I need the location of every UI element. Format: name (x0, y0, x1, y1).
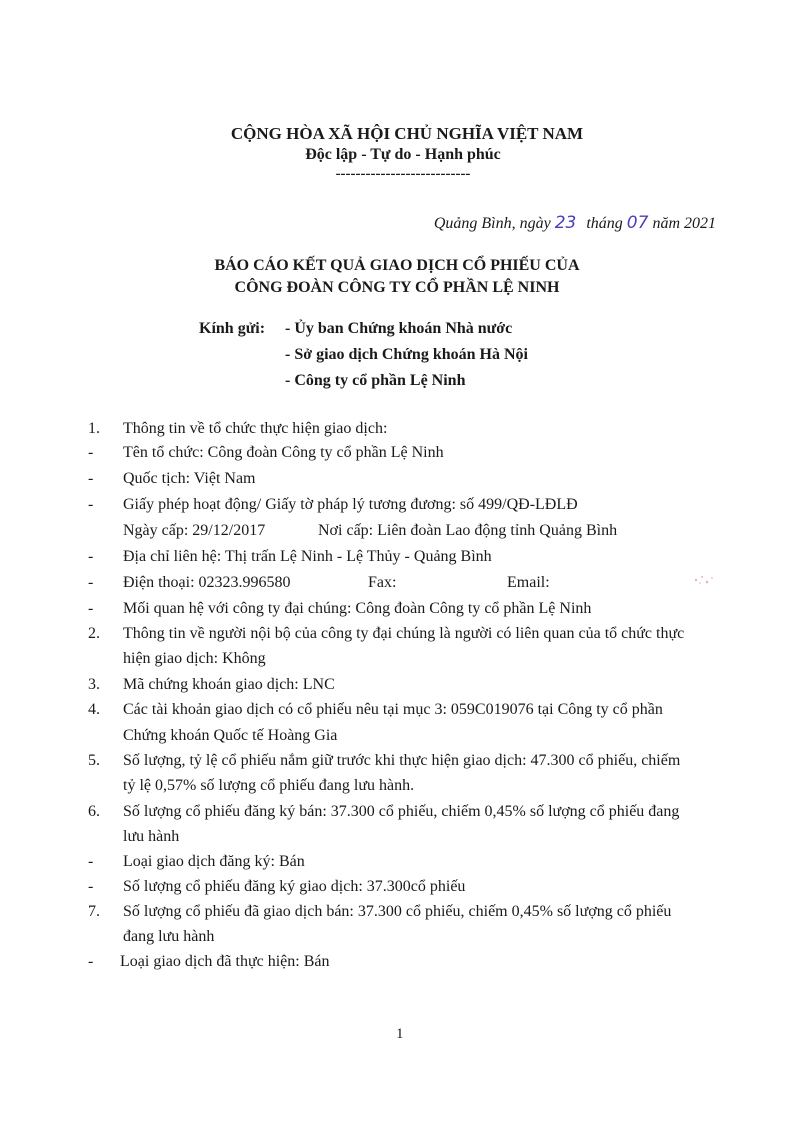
org-fax: Fax: (368, 574, 397, 591)
date-year: năm 2021 (652, 215, 716, 232)
recipient-item: - Công ty cổ phần Lệ Ninh (285, 372, 466, 389)
section-2-line1: Thông tin về người nội bộ của công ty đại chúng là người có liên quan của tổ chức thực (123, 625, 685, 642)
section-4-line2: Chứng khoán Quốc tế Hoàng Gia (123, 727, 338, 744)
bullet-dash: - (88, 953, 94, 970)
bullet-dash: - (88, 444, 94, 461)
recipient-item: - Ủy ban Chứng khoán Nhà nước (285, 320, 513, 337)
bullet-dash: - (88, 496, 94, 513)
registered-trade-type: Loại giao dịch đăng ký: Bán (123, 853, 305, 870)
section-5-line2: tỷ lệ 0,57% số lượng cổ phiếu đang lưu hành. (123, 777, 415, 794)
license-issue-place: Nơi cấp: Liên đoàn Lao động tỉnh Quảng Bình (318, 522, 618, 539)
date-place-prefix: Quảng Bình, ngày (433, 215, 551, 232)
org-license: Giấy phép hoạt động/ Giấy tờ pháp lý tương đương: số 499/QĐ-LĐLĐ (123, 496, 578, 513)
date-line (434, 213, 716, 233)
section-1-title: Thông tin về tổ chức thực hiện giao dịch: (123, 420, 388, 437)
org-address: Địa chỉ liên hệ: Thị trấn Lệ Ninh - Lệ Thủy - Quảng Bình (123, 548, 492, 565)
report-title-line1: BÁO CÁO KẾT QUẢ GIAO DỊCH CỔ PHIẾU CỦA (214, 257, 580, 274)
bullet-dash: - (88, 548, 94, 565)
section-5-number: 5. (88, 752, 100, 769)
header-separator: --------------------------- (335, 166, 471, 182)
license-issue-date: Ngày cấp: 29/12/2017 (123, 522, 266, 539)
section-5-line1: Số lượng, tỷ lệ cổ phiếu nắm giữ trước khi thực hiện giao dịch: 47.300 cổ phiếu, chiếm (123, 752, 681, 769)
date-month-handwritten: 07 (626, 213, 649, 233)
section-7-number: 7. (88, 903, 100, 920)
bullet-dash: - (88, 600, 94, 617)
bullet-dash: - (88, 853, 94, 870)
section-1-number: 1. (88, 420, 100, 437)
section-6-line2: lưu hành (123, 828, 180, 845)
date-day-handwritten: 23 (554, 213, 577, 233)
recipients-label: Kính gửi: (199, 320, 266, 337)
national-title: CỘNG HÒA XÃ HỘI CHỦ NGHĨA VIỆT NAM (230, 124, 584, 143)
bullet-dash: - (88, 574, 94, 591)
recipient-item: - Sở giao dịch Chứng khoán Hà Nội (285, 346, 528, 363)
national-motto: Độc lập - Tự do - Hạnh phúc (305, 146, 501, 163)
section-3-line: Mã chứng khoán giao dịch: LNC (123, 676, 335, 693)
executed-trade-type: Loại giao dịch đã thực hiện: Bán (120, 953, 330, 970)
section-7-line1: Số lượng cổ phiếu đã giao dịch bán: 37.300 cổ phiếu, chiếm 0,45% số lượng cổ phiếu (123, 903, 672, 920)
bullet-dash: - (88, 878, 94, 895)
org-name: Tên tổ chức: Công đoàn Công ty cổ phần Lệ Ninh (123, 444, 444, 461)
org-email: Email: (507, 574, 550, 591)
section-7-line2: đang lưu hành (123, 928, 215, 945)
section-3-number: 3. (88, 676, 100, 693)
section-2-number: 2. (88, 625, 100, 642)
report-title-line2: CÔNG ĐOÀN CÔNG TY CỔ PHẦN LỆ NINH (234, 279, 560, 296)
section-2-line2: hiện giao dịch: Không (123, 650, 266, 667)
org-relation: Mối quan hệ với công ty đại chúng: Công đoàn Công ty cổ phần Lệ Ninh (123, 600, 592, 617)
section-6-number: 6. (88, 803, 100, 820)
bullet-dash: - (88, 470, 94, 487)
section-6-line1: Số lượng cổ phiếu đăng ký bán: 37.300 cổ phiếu, chiếm 0,45% số lượng cổ phiếu đang (123, 803, 680, 820)
org-phone: Điện thoại: 02323.996580 (123, 574, 291, 591)
org-nationality: Quốc tịch: Việt Nam (123, 470, 256, 487)
stamp-smudge (686, 570, 720, 590)
section-4-line1: Các tài khoản giao dịch có cổ phiếu nêu tại mục 3: 059C019076 tại Công ty cổ phần (123, 701, 663, 718)
section-4-number: 4. (88, 701, 100, 718)
page-number: 1 (396, 1026, 404, 1042)
date-month-label: tháng (586, 215, 623, 232)
registered-trade-quantity: Số lượng cổ phiếu đăng ký giao dịch: 37.300cổ phiếu (123, 878, 466, 895)
